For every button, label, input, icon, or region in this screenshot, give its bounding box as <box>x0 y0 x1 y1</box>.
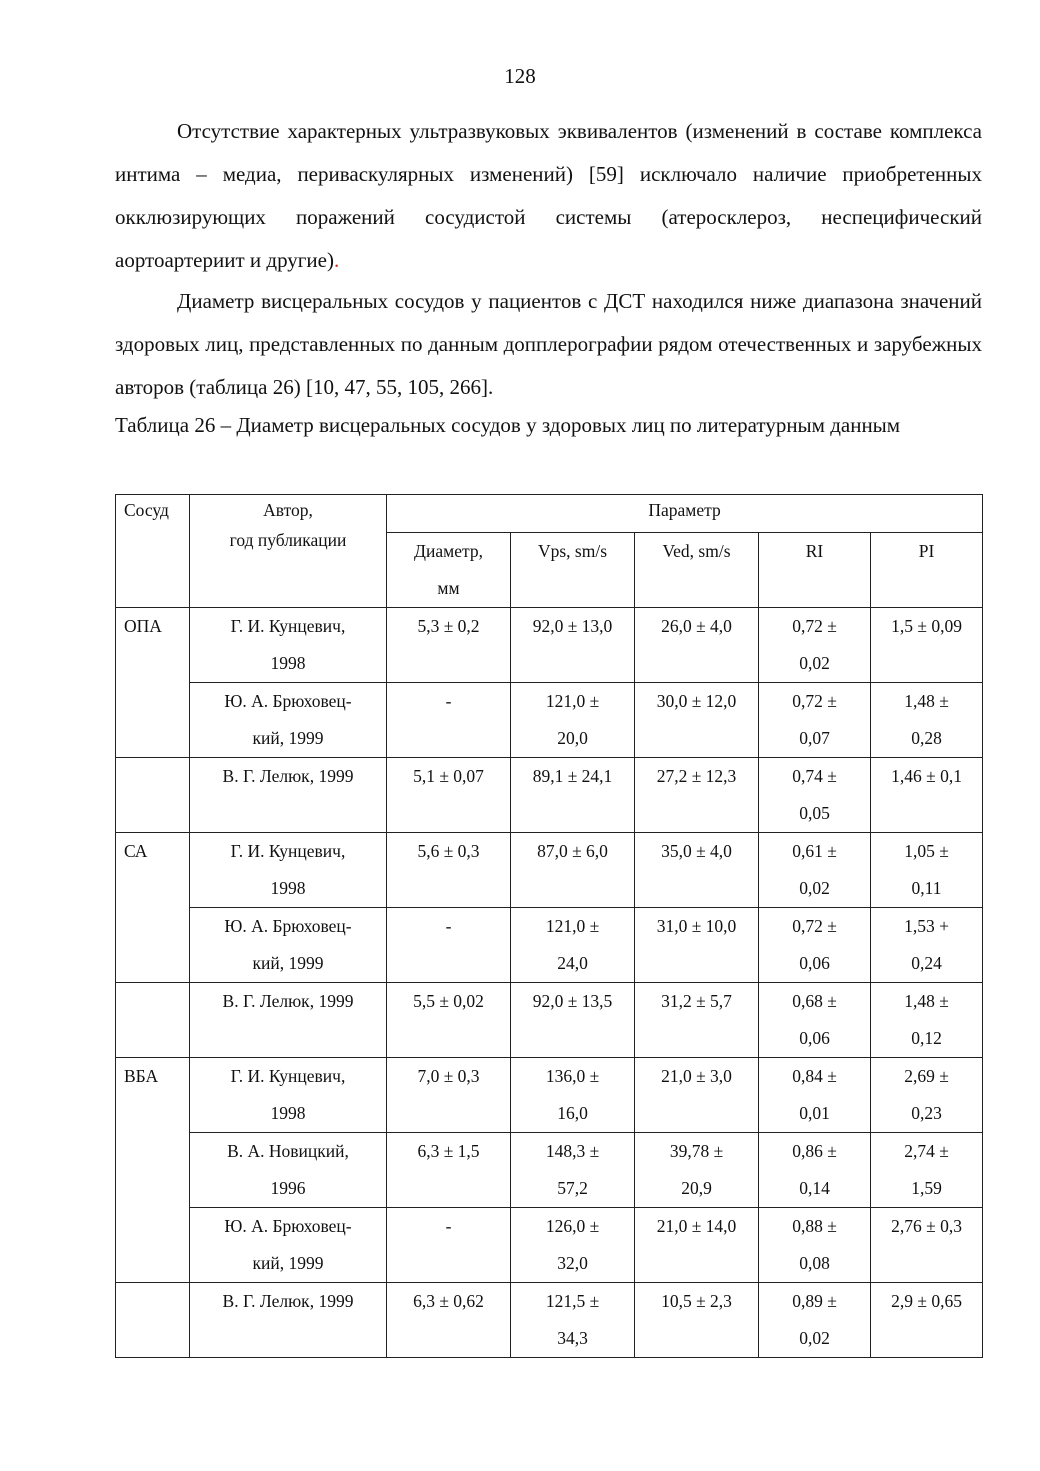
cell-line: 5,3 ± 0,2 <box>417 616 480 636</box>
header-ri: RI <box>759 533 871 608</box>
table-row <box>116 1058 983 1133</box>
table-row <box>116 1283 983 1358</box>
diameter-cell <box>387 1133 511 1208</box>
cell-line: 1,46 ± 0,1 <box>891 766 962 786</box>
pi-cell <box>871 608 983 683</box>
ri-cell <box>759 1133 871 1208</box>
cell-line: 31,0 ± 10,0 <box>656 916 737 936</box>
table-row <box>116 908 983 983</box>
author-cell <box>190 683 387 758</box>
paragraph-1-end: . <box>333 248 340 272</box>
pi-cell <box>871 983 983 1058</box>
author-cell <box>190 1058 387 1133</box>
header-diameter-line-2: мм <box>437 578 460 598</box>
cell-line: 148,3 ± <box>545 1141 600 1161</box>
vps-cell <box>511 1283 635 1358</box>
ri-cell <box>759 833 871 908</box>
table-row <box>116 683 983 758</box>
cell-line: кий, 1999 <box>252 953 324 973</box>
cell-line: 1998 <box>270 878 306 898</box>
cell-line: 136,0 ± <box>545 1066 600 1086</box>
header-author-line-1: Автор, <box>263 500 313 520</box>
diameter-cell <box>387 608 511 683</box>
ri-cell <box>759 608 871 683</box>
data-table <box>115 494 983 1358</box>
cell-line: 92,0 ± 13,0 <box>532 616 613 636</box>
ved-cell <box>635 1208 759 1283</box>
table-row <box>116 833 983 908</box>
vps-cell <box>511 833 635 908</box>
diameter-cell <box>387 983 511 1058</box>
author-cell <box>190 1133 387 1208</box>
cell-line: кий, 1999 <box>252 728 324 748</box>
pi-cell <box>871 833 983 908</box>
diameter-cell <box>387 1058 511 1133</box>
ri-cell <box>759 1283 871 1358</box>
cell-line: 0,28 <box>911 728 942 748</box>
cell-line: В. Г. Лелюк, 1999 <box>222 991 354 1011</box>
header-diameter <box>387 533 511 608</box>
cell-line: 6,3 ± 0,62 <box>413 1291 484 1311</box>
cell-line: Ю. А. Брюховец- <box>224 916 352 936</box>
cell-line: 1998 <box>270 653 306 673</box>
vessel-cell <box>116 908 190 983</box>
vessel-cell <box>116 1283 190 1358</box>
cell-line: 0,84 ± <box>792 1066 837 1086</box>
author-cell <box>190 758 387 833</box>
cell-line: - <box>445 916 452 936</box>
cell-line: 1,05 ± <box>904 841 949 861</box>
cell-line: Ю. А. Брюховец- <box>224 1216 352 1236</box>
cell-line: 1,5 ± 0,09 <box>891 616 962 636</box>
author-cell <box>190 833 387 908</box>
ved-cell <box>635 833 759 908</box>
ved-cell <box>635 683 759 758</box>
cell-line: 1,48 ± <box>904 691 949 711</box>
paragraph-2-text: Диаметр висцеральных сосудов у пациентов с ДСТ находился ниже диапазона значений здоровых лиц, представленных по данным допплерографии рядом отечественных и зарубежных авторов (таблица 26) [10, 47, 55, 105, 266]. <box>115 289 982 399</box>
cell-line: 0,72 ± <box>792 616 837 636</box>
ri-cell <box>759 983 871 1058</box>
table-header <box>116 495 983 608</box>
table-caption <box>115 404 982 447</box>
cell-line: 27,2 ± 12,3 <box>656 766 737 786</box>
table-body <box>116 608 983 1358</box>
cell-line: - <box>445 691 452 711</box>
cell-line: 16,0 <box>557 1103 588 1123</box>
ved-cell <box>635 908 759 983</box>
table-row <box>116 608 983 683</box>
paragraph-1 <box>115 110 982 282</box>
cell-line: 5,1 ± 0,07 <box>413 766 484 786</box>
cell-line: 89,1 ± 24,1 <box>532 766 613 786</box>
cell-line: 39,78 ± <box>669 1141 724 1161</box>
author-cell <box>190 983 387 1058</box>
cell-line: 20,9 <box>681 1178 712 1198</box>
cell-line: 0,68 ± <box>792 991 837 1011</box>
diameter-cell <box>387 833 511 908</box>
diameter-cell <box>387 758 511 833</box>
ri-cell <box>759 908 871 983</box>
header-author <box>190 495 387 608</box>
vps-cell <box>511 983 635 1058</box>
cell-line: 5,6 ± 0,3 <box>417 841 480 861</box>
header-row-1 <box>116 495 983 533</box>
cell-line: 1,59 <box>911 1178 942 1198</box>
cell-line: 1,53 + <box>904 916 949 936</box>
header-author-line-2: год публикации <box>229 530 347 550</box>
author-cell <box>190 908 387 983</box>
cell-line: 0,07 <box>799 728 830 748</box>
ri-cell <box>759 1208 871 1283</box>
ved-cell <box>635 1133 759 1208</box>
cell-line: Г. И. Кунцевич, <box>230 616 346 636</box>
ved-cell <box>635 983 759 1058</box>
ved-cell <box>635 608 759 683</box>
vps-cell <box>511 1208 635 1283</box>
table-row <box>116 983 983 1058</box>
vps-cell <box>511 908 635 983</box>
header-vps: Vps, sm/s <box>511 533 635 608</box>
vps-cell <box>511 1133 635 1208</box>
cell-line: 0,02 <box>799 653 830 673</box>
cell-line: 0,06 <box>799 1028 830 1048</box>
paragraph-2 <box>115 280 982 409</box>
cell-line: 0,12 <box>911 1028 942 1048</box>
header-pi: PI <box>871 533 983 608</box>
cell-line: 26,0 ± 4,0 <box>661 616 732 636</box>
cell-line: В. А. Новицкий, <box>227 1141 349 1161</box>
cell-line: 20,0 <box>557 728 588 748</box>
cell-line: 121,5 ± <box>545 1291 600 1311</box>
ved-cell <box>635 758 759 833</box>
cell-line: кий, 1999 <box>252 1253 324 1273</box>
cell-line: 2,76 ± 0,3 <box>891 1216 962 1236</box>
cell-line: 35,0 ± 4,0 <box>661 841 732 861</box>
cell-line: В. Г. Лелюк, 1999 <box>222 1291 354 1311</box>
cell-line: 0,14 <box>799 1178 830 1198</box>
paragraph-1-text: Отсутствие характерных ультразвуковых эквивалентов (изменений в составе комплекса интима – медиа, периваскулярных изменений) [59] исключало наличие приобретенных окклюзирующих поражений сосудистой системы (атеросклероз, неспецифический аортоартериит и другие) <box>115 119 982 272</box>
cell-line: 0,05 <box>799 803 830 823</box>
vessel-cell: ВБА <box>116 1058 190 1133</box>
cell-line: 0,02 <box>799 1328 830 1348</box>
cell-line: 10,5 ± 2,3 <box>661 1291 732 1311</box>
cell-line: 0,61 ± <box>792 841 837 861</box>
vps-cell <box>511 683 635 758</box>
header-ved: Ved, sm/s <box>635 533 759 608</box>
cell-line: 0,11 <box>911 878 942 898</box>
ved-cell <box>635 1058 759 1133</box>
cell-line: 0,89 ± <box>792 1291 837 1311</box>
cell-line: 5,5 ± 0,02 <box>413 991 484 1011</box>
cell-line: 2,9 ± 0,65 <box>891 1291 962 1311</box>
cell-line: 0,23 <box>911 1103 942 1123</box>
vessel-cell <box>116 983 190 1058</box>
vps-cell <box>511 608 635 683</box>
table-row <box>116 758 983 833</box>
diameter-cell <box>387 908 511 983</box>
pi-cell <box>871 683 983 758</box>
diameter-cell <box>387 1208 511 1283</box>
cell-line: 0,72 ± <box>792 691 837 711</box>
cell-line: 121,0 ± <box>545 691 600 711</box>
ved-cell <box>635 1283 759 1358</box>
cell-line: 0,06 <box>799 953 830 973</box>
cell-line: Г. И. Кунцевич, <box>230 841 346 861</box>
cell-line: В. Г. Лелюк, 1999 <box>222 766 354 786</box>
cell-line: 2,69 ± <box>904 1066 949 1086</box>
cell-line: 1998 <box>270 1103 306 1123</box>
pi-cell <box>871 908 983 983</box>
cell-line: 0,86 ± <box>792 1141 837 1161</box>
cell-line: Ю. А. Брюховец- <box>224 691 352 711</box>
vessel-cell <box>116 1208 190 1283</box>
cell-line: 7,0 ± 0,3 <box>417 1066 480 1086</box>
cell-line: 0,24 <box>911 953 942 973</box>
vps-cell <box>511 758 635 833</box>
vps-cell <box>511 1058 635 1133</box>
table-row <box>116 1208 983 1283</box>
cell-line: 32,0 <box>557 1253 588 1273</box>
pi-cell <box>871 1208 983 1283</box>
header-parameter: Параметр <box>387 495 983 533</box>
table-caption-text: Таблица 26 – Диаметр висцеральных сосудов у здоровых лиц по литературным данным <box>115 413 901 437</box>
ri-cell <box>759 683 871 758</box>
vessel-cell: ОПА <box>116 608 190 683</box>
cell-line: 1,48 ± <box>904 991 949 1011</box>
cell-line: 0,02 <box>799 878 830 898</box>
pi-cell <box>871 1058 983 1133</box>
author-cell <box>190 608 387 683</box>
pi-cell <box>871 1283 983 1358</box>
pi-cell <box>871 758 983 833</box>
header-vessel: Сосуд <box>116 495 190 608</box>
cell-line: Г. И. Кунцевич, <box>230 1066 346 1086</box>
cell-line: 1996 <box>270 1178 306 1198</box>
vessel-cell <box>116 683 190 758</box>
table-row <box>116 1133 983 1208</box>
cell-line: 121,0 ± <box>545 916 600 936</box>
header-diameter-line-1: Диаметр, <box>414 541 483 561</box>
diameter-cell <box>387 1283 511 1358</box>
vessel-cell <box>116 758 190 833</box>
cell-line: 126,0 ± <box>545 1216 600 1236</box>
page-number: 128 <box>504 64 536 88</box>
cell-line: 21,0 ± 3,0 <box>661 1066 732 1086</box>
cell-line: 6,3 ± 1,5 <box>417 1141 480 1161</box>
cell-line: 0,08 <box>799 1253 830 1273</box>
ri-cell <box>759 758 871 833</box>
cell-line: 24,0 <box>557 953 588 973</box>
author-cell <box>190 1283 387 1358</box>
cell-line: 21,0 ± 14,0 <box>656 1216 737 1236</box>
cell-line: - <box>445 1216 452 1236</box>
cell-line: 0,01 <box>799 1103 830 1123</box>
diameter-cell <box>387 683 511 758</box>
cell-line: 92,0 ± 13,5 <box>532 991 613 1011</box>
cell-line: 2,74 ± <box>904 1141 949 1161</box>
pi-cell <box>871 1133 983 1208</box>
vessel-cell: СА <box>116 833 190 908</box>
cell-line: 30,0 ± 12,0 <box>656 691 737 711</box>
author-cell <box>190 1208 387 1283</box>
cell-line: 0,74 ± <box>792 766 837 786</box>
cell-line: 34,3 <box>557 1328 588 1348</box>
cell-line: 57,2 <box>557 1178 588 1198</box>
cell-line: 87,0 ± 6,0 <box>537 841 608 861</box>
cell-line: 0,72 ± <box>792 916 837 936</box>
ri-cell <box>759 1058 871 1133</box>
cell-line: 31,2 ± 5,7 <box>661 991 732 1011</box>
vessel-cell <box>116 1133 190 1208</box>
cell-line: 0,88 ± <box>792 1216 837 1236</box>
